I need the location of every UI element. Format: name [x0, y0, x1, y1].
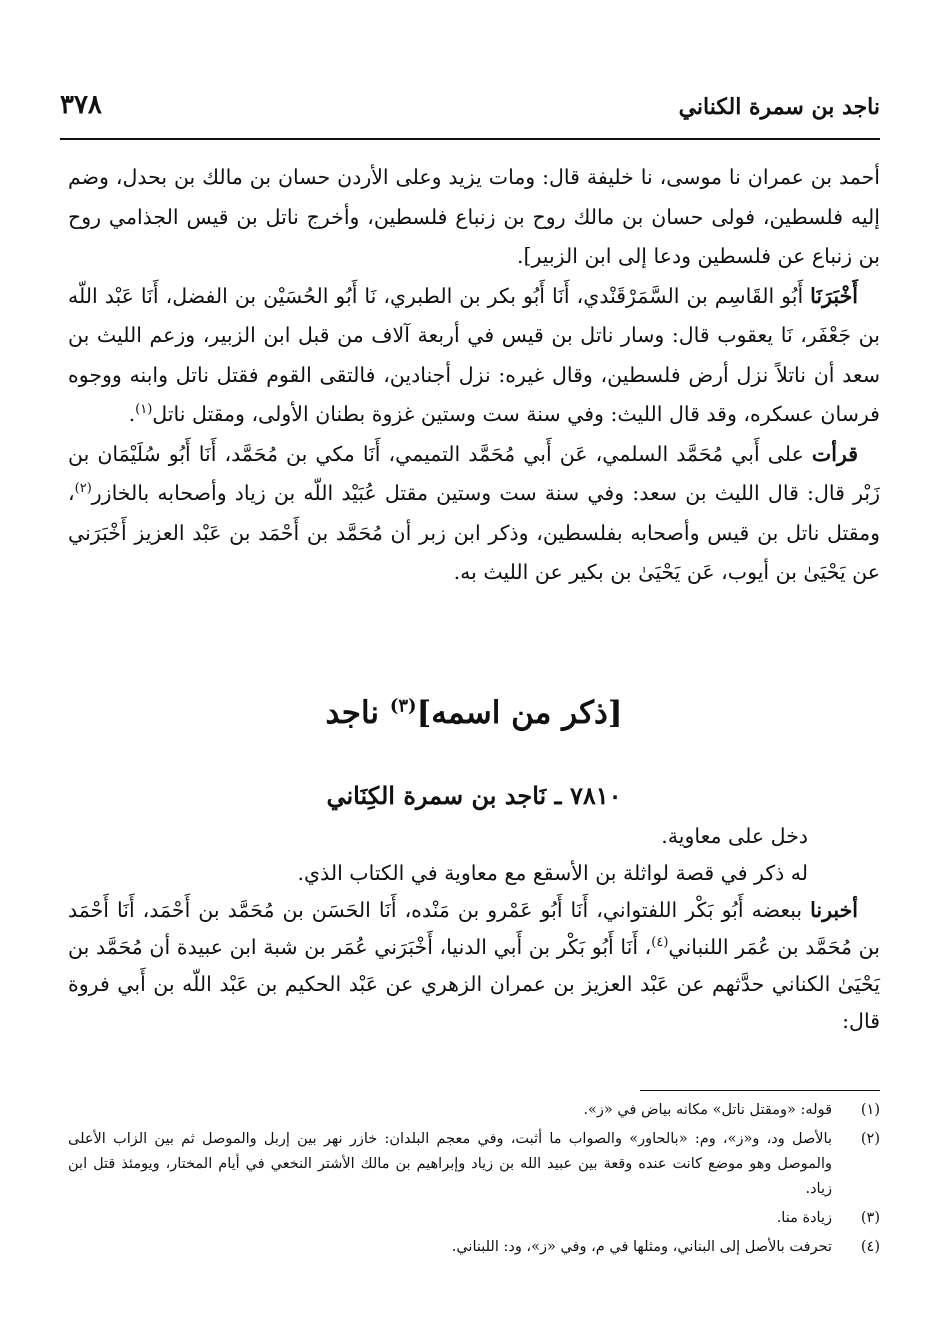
paragraph-6-lead: أخبرنا: [810, 898, 858, 922]
footnote-number: (٣): [860, 1210, 880, 1226]
footnotes: [68, 1098, 880, 1264]
footnote-4: [68, 1235, 880, 1260]
footnote-ref-3[interactable]: (٣): [389, 695, 417, 717]
footnote-3: [68, 1206, 880, 1231]
section-heading-text: [ذكر من اسمه]: [416, 695, 623, 731]
paragraph-2-text: أَبُو القَاسِم بن السَّمَرْقَنْدي، أَنَا أَبُو بكر بن الطبري، نَا أَبُو الحُسَيْن بن الفضل، أَنَا عَبْد اللّه بن جَعْفَر، نَا يعقوب قال: وسار ناتل بن قيس في أربعة آلاف من قبل ابن الزبير، وزعم الليث بن سعد أن ناتلاً نزل أرض فلسطين، وقال غيره: نزل أجنادين، فالتقى القوم فقتل ناتل وابنه ووجوه فرسان عسكره، وقد قال الليث: وفي سنة ست وستين غزوة بطنان الأولى، ومقتل ناتل: [68, 283, 880, 426]
footnote-rule: [640, 1090, 880, 1091]
footnote-text: زيادة منا.: [776, 1210, 832, 1226]
footnote-ref-1[interactable]: (١): [135, 402, 153, 418]
page-header: [60, 88, 880, 132]
main-text: [68, 158, 880, 593]
footnote-ref-2[interactable]: (٢): [74, 481, 92, 497]
paragraph-3-lead: قرأت: [811, 441, 858, 466]
section-heading-name: ناجد: [325, 695, 390, 731]
page-number: ٣٧٨: [60, 90, 102, 120]
footnote-number: (٤): [860, 1239, 880, 1255]
running-title: ناجد بن سمرة الكناني: [678, 94, 880, 120]
footnote-text: تحرفت بالأصل إلى البناني، ومثلها في م، وفي «ز»، ود: اللبناني.: [451, 1239, 832, 1255]
paragraph-3-end: ، ومقتل ناتل بن قيس وأصحابه بفلسطين، وذكر ابن زبر أن مُحَمَّد بن أَحْمَد بن عَبْد العزيز أَخْبَرَني عن يَحْيَىٰ بن أيوب، عَن يَحْيَىٰ بن بكير عن الليث به.: [68, 481, 880, 584]
section-heading: [68, 688, 880, 738]
paragraph-2: [68, 277, 880, 435]
paragraph-3: [68, 435, 880, 593]
entry-text: [68, 818, 880, 1040]
footnote-number: (١): [860, 1102, 880, 1118]
entry-heading: ٧٨١٠ ـ نَاجد بن سمرة الكِنَاني: [326, 781, 622, 810]
paragraph-6-end: ، أَنَا أَبُو بَكْر بن أَبي الدنيا، أَخْبَرَني عُمَر بن شبة ابن عبيدة أن مُحَمَّد بن يَحْيَىٰ الكناني حدَّثهم عن عَبْد العزيز بن عمران الزهري عن عَبْد الحكيم بن عَبْد اللّه بن أَبي فروة قال:: [68, 935, 880, 1033]
paragraph-6-text: ببعضه أَبُو بَكْر اللفتواني، أَنَا أَبُو عَمْرو بن مَنْده، أَنَا الحَسَن بن مُحَمَّد بن أَحْمَد، أَنَا أَحْمَد بن مُحَمَّد بن عُمَر اللنباني: [68, 898, 880, 959]
footnote-number: (٢): [860, 1131, 880, 1147]
footnote-1: [68, 1098, 880, 1123]
paragraph-4: دخل على معاوية.: [661, 824, 808, 848]
footnote-text: قوله: «ومقتل ناتل» مكانه بياض في «ز».: [583, 1102, 832, 1118]
paragraph-5: له ذكر في قصة لواثلة بن الأسقع مع معاوية في الكتاب الذي.: [297, 861, 808, 885]
footnote-text: بالأصل ود، و«ز»، وم: «بالحاور» والصواب ما أثبت، وفي معجم البلدان: خازر نهر بين إربل والموصل ثم بين الزاب الأعلى والموصل وهو موضع كانت عنده وقعة بين عبيد الله بن زياد وإبراهيم بن مالك الأشتر النخعي في أيام المختار، ويومئذ قتل ابن زياد.: [68, 1131, 832, 1197]
footnote-2: [68, 1127, 880, 1202]
paragraph-2-end: .: [128, 402, 136, 426]
footnote-ref-4[interactable]: (٤): [651, 935, 669, 951]
header-rule: [60, 138, 880, 140]
paragraph-2-lead: أَخْبَرَنَا: [810, 283, 858, 308]
paragraph-1: أحمد بن عمران نا موسى، نا خليفة قال: ومات يزيد وعلى الأردن حسان بن مالك بن بحدل، وضم إليه فلسطين، فولى حسان بن مالك روح بن زنباع فلسطين، وأخرج ناتل بن قيس الجذامي روح بن زنباع عن فلسطين ودعا إلى ابن الزبير].: [68, 165, 880, 268]
paragraph-3-text: على أَبي مُحَمَّد السلمي، عَن أَبي مُحَمَّد التميمي، أَنَا مكي بن مُحَمَّد، أَنَا أَبُو سُلَيْمَان بن زَبْر قال: قال الليث بن سعد: وفي سنة ست وستين مقتل عُبَيْد اللّه بن زياد وأصحابه بالخازر: [68, 441, 880, 505]
paragraph-6: [68, 892, 880, 1040]
